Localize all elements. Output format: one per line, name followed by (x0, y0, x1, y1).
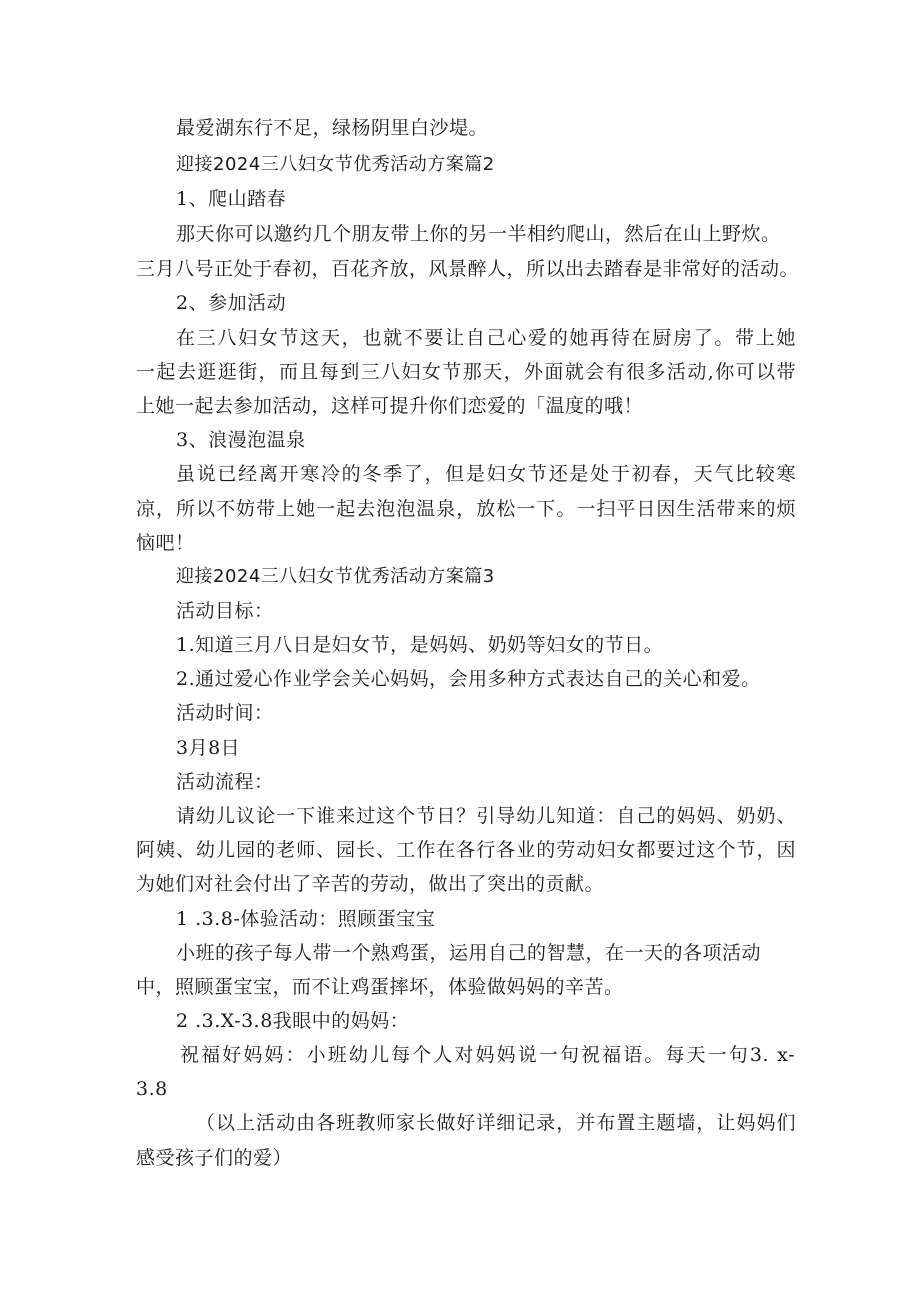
paragraph-line: 请幼儿议论一下谁来过这个节日？引导幼儿知道：自己的妈妈、奶奶、 (176, 805, 796, 827)
section-title-3: 迎接2024三八妇女节优秀活动方案篇3 (176, 566, 495, 587)
section-title-2: 迎接2024三八妇女节优秀活动方案篇2 (176, 154, 495, 175)
process-step-2: 2 .3.X-3.8我眼中的妈妈： (176, 1010, 410, 1032)
paragraph-line: 3.8 (136, 1078, 168, 1100)
activity-date: 3月8日 (176, 737, 241, 759)
label-goals: 活动目标： (176, 600, 274, 622)
paragraph-line: 为她们对社会付出了辛苦的劳动，做出了突出的贡献。 (136, 873, 605, 895)
label-time: 活动时间： (176, 702, 274, 724)
paragraph-line: 上她一起去参加活动，这样可提升你们恋爱的「温度的哦！ (136, 395, 644, 417)
paragraph-line: 那天你可以邀约几个朋友带上你的另一半相约爬山，然后在山上野炊。 (176, 223, 781, 245)
note-line: 感受孩子们的爱） (136, 1147, 293, 1169)
paragraph-line: 恼吧！ (136, 532, 195, 554)
paragraph-line: 祝福好妈妈：小班幼儿每个人对妈妈说一句祝福语。每天一句3. x- (180, 1044, 795, 1066)
paragraph-line: 在三八妇女节这天，也就不要让自己心爱的她再待在厨房了。带上她 (176, 327, 796, 349)
paragraph-line: 三月八号正处于春初，百花齐放，风景醉人，所以出去踏春是非常好的活动。 (136, 258, 800, 280)
paragraph-line: 阿姨、幼儿园的老师、园长、工作在各行各业的劳动妇女都要过这个节，因 (136, 839, 796, 861)
item-heading-3: 3、浪漫泡温泉 (176, 429, 306, 451)
poem-line: 最爱湖东行不足，绿杨阴里白沙堤。 (176, 117, 489, 139)
paragraph-line: 凉，所以不妨带上她一起去泡泡温泉，放松一下。一扫平日因生活带来的烦 (136, 498, 796, 520)
paragraph-line: 虽说已经离开寒冷的冬季了，但是妇女节还是处于初春，天气比较寒 (176, 463, 796, 485)
item-heading-1: 1、爬山踏春 (176, 188, 287, 210)
process-step-1: 1 .3.8-体验活动：照顾蛋宝宝 (176, 908, 436, 930)
goal-item-2: 2.通过爱心作业学会关心妈妈，会用多种方式表达自己的关心和爱。 (176, 668, 761, 690)
goal-item-1: 1.知道三月八日是妇女节，是妈妈、奶奶等妇女的节日。 (176, 634, 664, 656)
item-heading-2: 2、参加活动 (176, 292, 287, 314)
note-line: （以上活动由各班教师家长做好详细记录，并布置主题墙，让妈妈们 (196, 1112, 796, 1134)
label-process: 活动流程： (176, 771, 274, 793)
paragraph-line: 一起去逛逛街，而且每到三八妇女节那天，外面就会有很多活动,你可以带 (136, 361, 796, 383)
paragraph-line: 小班的孩子每人带一个熟鸡蛋，运用自己的智慧，在一天的各项活动 (176, 942, 762, 964)
paragraph-line: 中，照顾蛋宝宝，而不让鸡蛋摔坏，体验做妈妈的辛苦。 (136, 976, 624, 998)
